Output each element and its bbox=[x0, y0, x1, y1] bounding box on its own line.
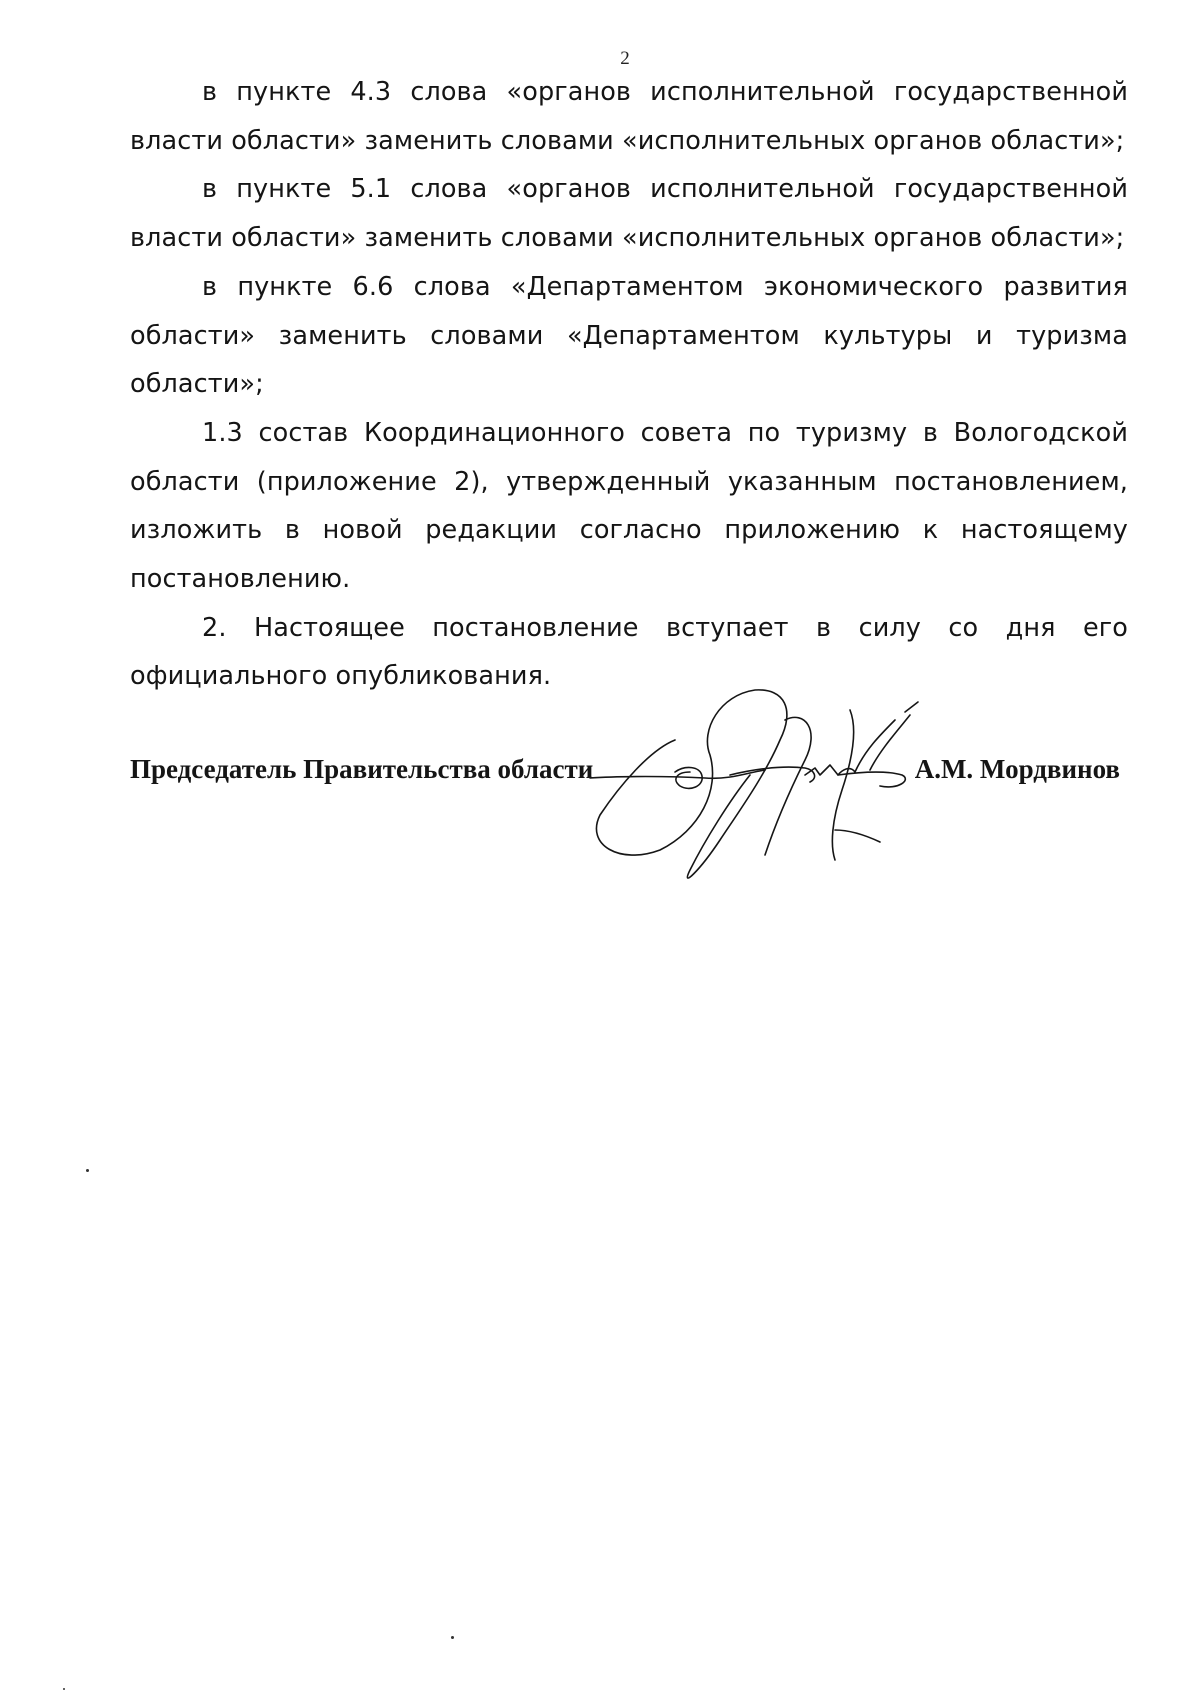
scan-speck bbox=[86, 1169, 89, 1172]
document-body bbox=[130, 68, 1128, 701]
paragraph-item-6-6: в пункте 6.6 слова «Департаментом экономического развития области» заменить словами «Департаментом культуры и туризма области»; bbox=[130, 271, 1128, 400]
paragraph-item-4-3: в пункте 4.3 слова «органов исполнительной государственной власти области» заменить словами «исполнительных органов области»; bbox=[130, 77, 1128, 156]
signer-position: Председатель Правительства области bbox=[130, 754, 594, 784]
paragraph-item-5-1: в пункте 5.1 слова «органов исполнительной государственной власти области» заменить словами «исполнительных органов области»; bbox=[130, 174, 1128, 254]
scan-speck bbox=[63, 1688, 65, 1690]
page-number: 2 bbox=[620, 48, 630, 69]
signer-name: А.М. Мордвинов bbox=[914, 754, 1120, 784]
scan-speck bbox=[451, 1636, 454, 1639]
paragraph-item-2: 2. Настоящее постановление вступает в силу со дня его официального опубликования. bbox=[130, 612, 1128, 692]
paragraph-item-1-3: 1.3 состав Координационного совета по туризму в Вологодской области (приложение 2), утвержденный указанным постановлением, изложить в новой редакции согласно приложению к настоящему постановлению. bbox=[130, 417, 1128, 595]
handwritten-signature bbox=[580, 680, 940, 880]
